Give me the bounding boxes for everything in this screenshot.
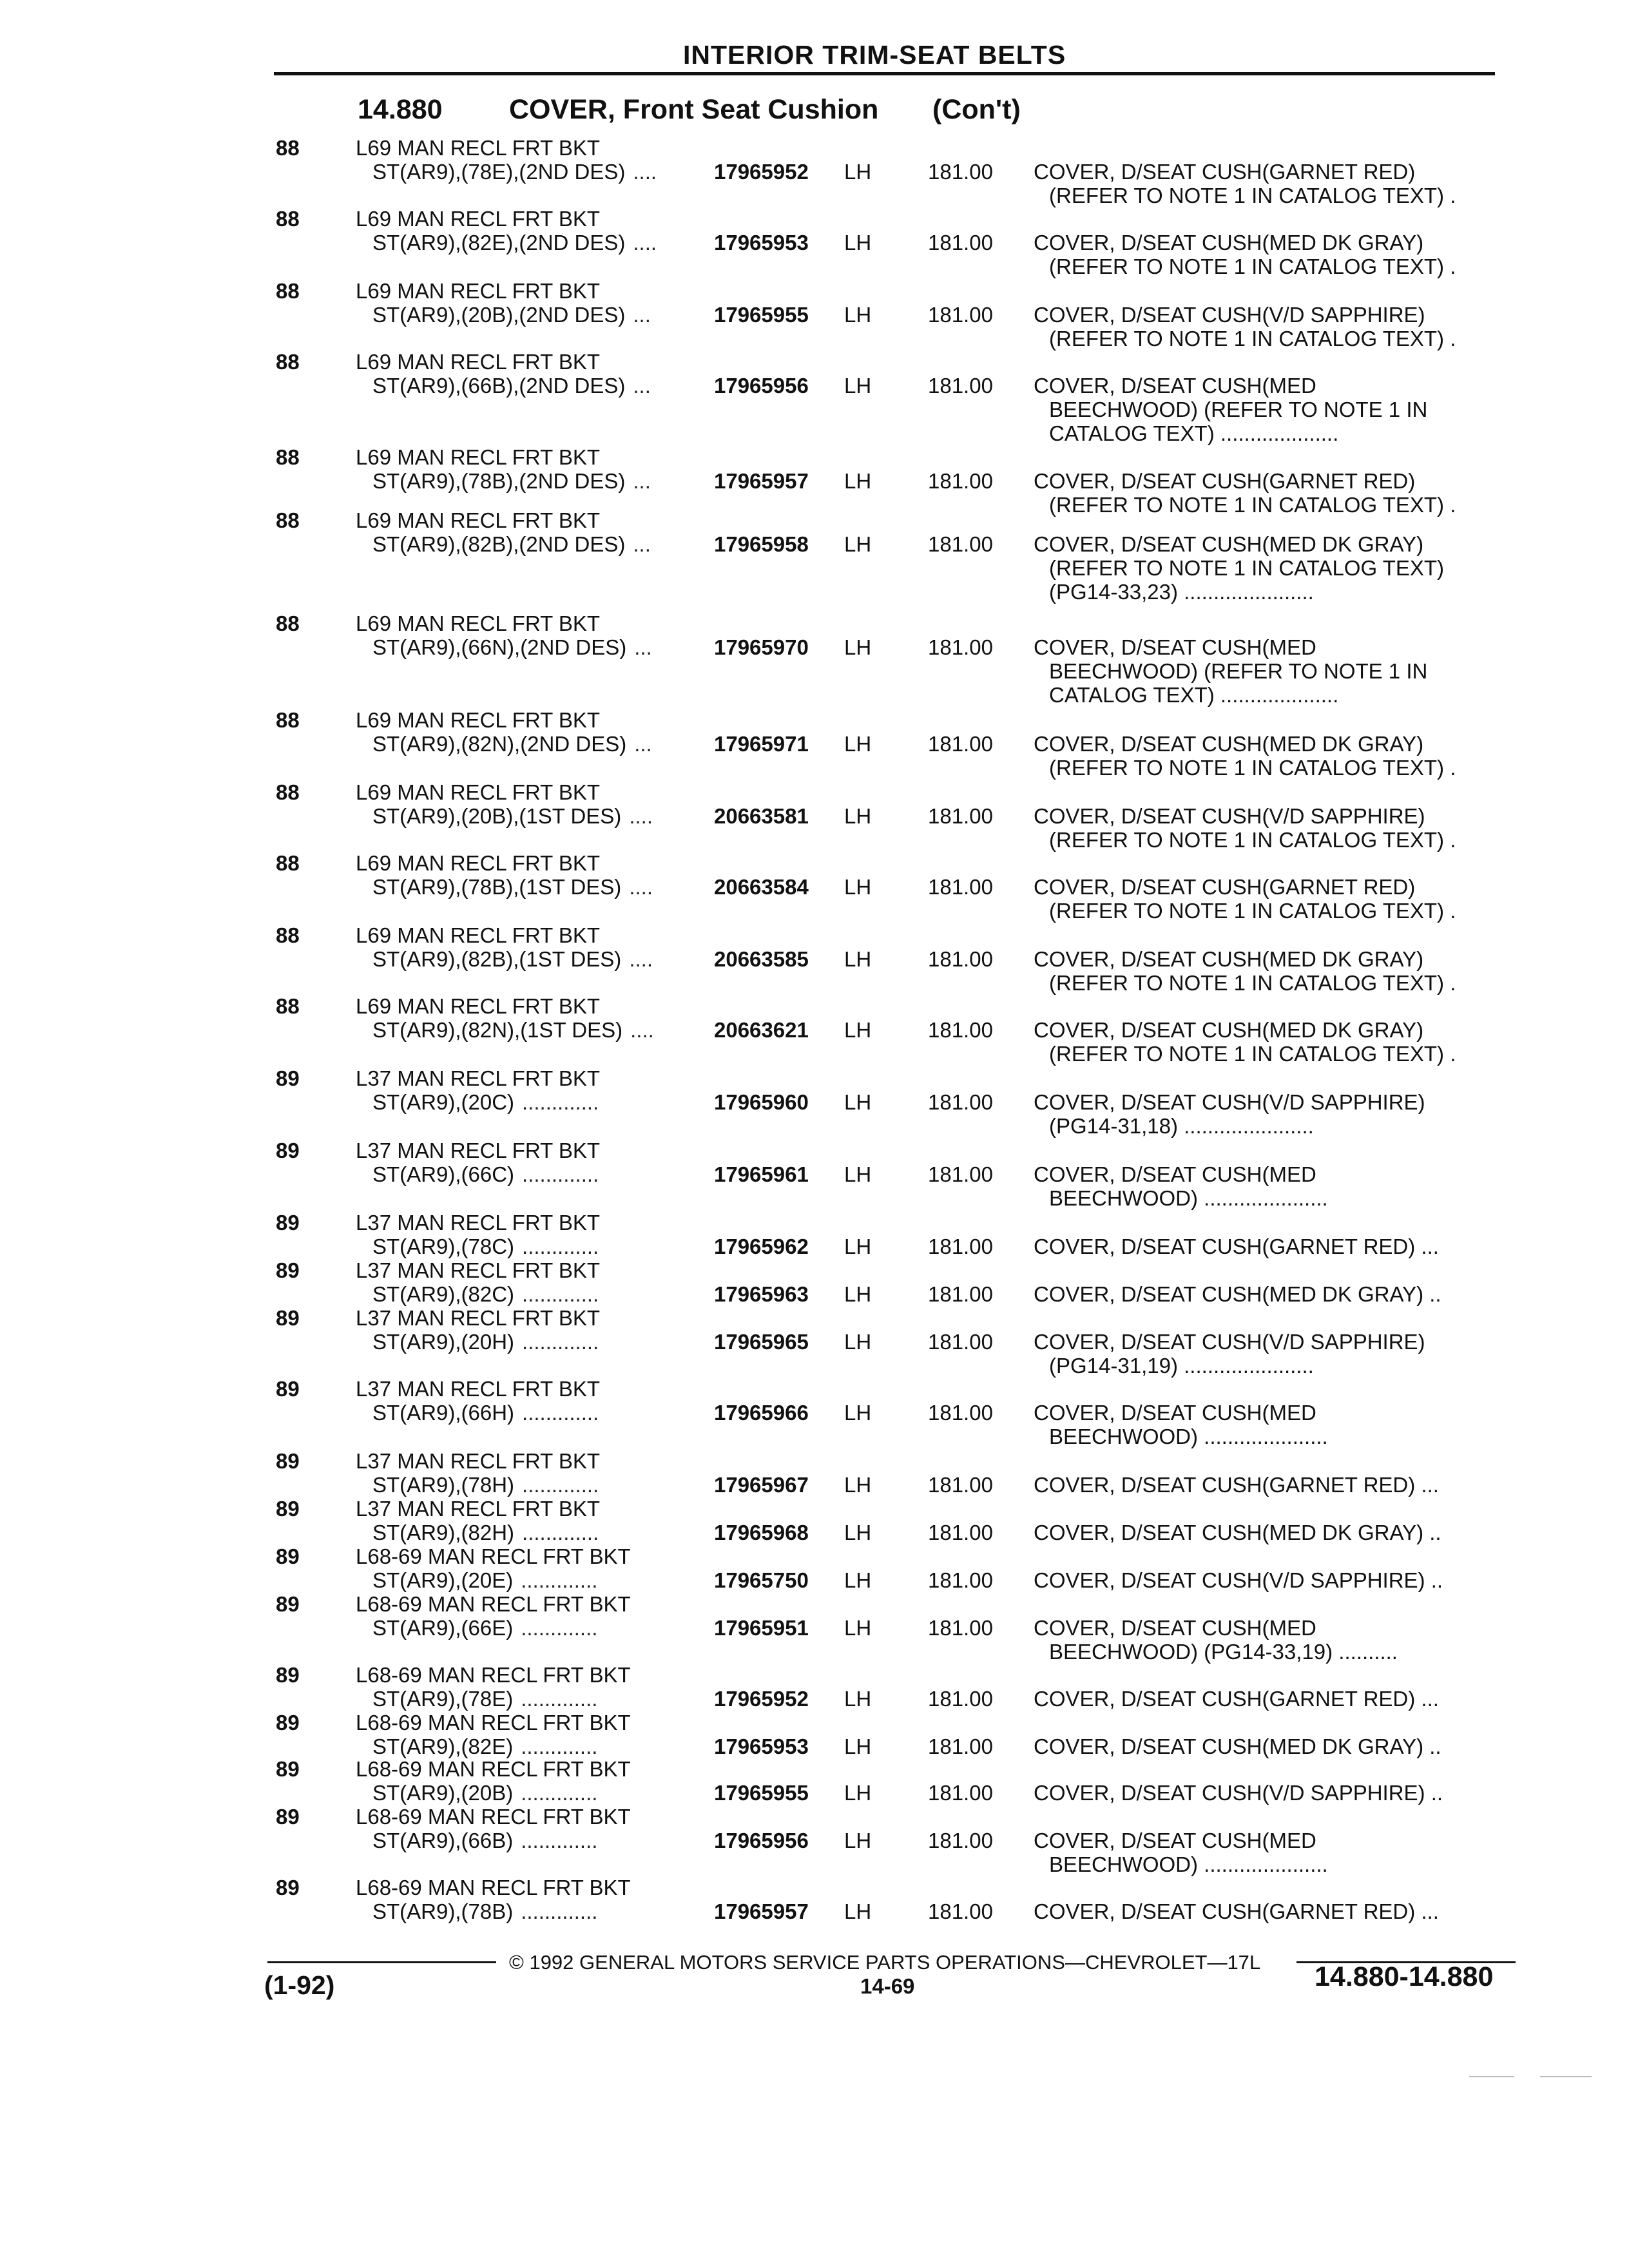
application-line-1: L69 MAN RECL FRT BKT: [356, 279, 601, 303]
application-code: ST(AR9),(66E): [372, 1616, 514, 1640]
application-line-1: L37 MAN RECL FRT BKT: [356, 1211, 601, 1235]
parts-entry: [0, 136, 1629, 207]
part-number: 17965953: [714, 231, 809, 255]
application-code: ST(AR9),(78C): [372, 1235, 515, 1258]
leader-dots: ....: [633, 160, 657, 184]
leader-dots: ....: [629, 875, 653, 899]
description-line-1: COVER, D/SEAT CUSH(V/D SAPPHIRE) ..: [1034, 1568, 1443, 1592]
application-line-1: L69 MAN RECL FRT BKT: [356, 708, 601, 732]
side: LH: [844, 1521, 872, 1544]
part-number: 17965968: [714, 1521, 809, 1544]
leader-dots: ...: [634, 732, 652, 756]
model-year: 89: [276, 1544, 300, 1568]
side: LH: [844, 1401, 872, 1425]
parts-entry: [0, 1066, 1629, 1138]
side: LH: [844, 469, 872, 493]
leader-dots: .............: [521, 1568, 598, 1592]
model-year: 88: [276, 136, 300, 160]
quantity: 181.00: [928, 231, 993, 255]
description-line-1: COVER, D/SEAT CUSH(V/D SAPPHIRE): [1034, 1090, 1425, 1114]
leader-dots: .............: [522, 1090, 599, 1114]
quantity: 181.00: [928, 303, 993, 327]
application-line-1: L37 MAN RECL FRT BKT: [356, 1497, 601, 1521]
application-line-2: [372, 1617, 597, 1640]
application-code: ST(AR9),(78E): [372, 1687, 514, 1711]
quantity: 181.00: [928, 1401, 993, 1425]
parts-entry: [0, 780, 1629, 852]
application-line-1: L69 MAN RECL FRT BKT: [356, 136, 601, 160]
leader-dots: ....: [629, 804, 653, 828]
quantity: 181.00: [928, 160, 993, 184]
side: LH: [844, 947, 872, 971]
description-line-1: COVER, D/SEAT CUSH(V/D SAPPHIRE): [1034, 1330, 1425, 1354]
model-year: 88: [276, 923, 300, 947]
quantity: 181.00: [928, 1018, 993, 1042]
application-line-2: [372, 303, 651, 327]
parts-entry: [0, 994, 1629, 1066]
parts-entry: [0, 1377, 1629, 1448]
application-code: ST(AR9),(78H): [372, 1473, 515, 1497]
part-number: 17965956: [714, 1829, 809, 1852]
application-code: ST(AR9),(66B): [372, 1829, 514, 1852]
side: LH: [844, 1687, 872, 1711]
application-line-1: L68-69 MAN RECL FRT BKT: [356, 1876, 631, 1899]
part-number: 17965953: [714, 1735, 809, 1758]
part-number: 20663621: [714, 1018, 809, 1042]
description-line-1: COVER, D/SEAT CUSH(MED DK GRAY): [1034, 532, 1424, 556]
parts-entry: [0, 1805, 1629, 1876]
leader-dots: .............: [521, 1735, 598, 1758]
application-line-2: [372, 1735, 597, 1758]
model-year: 89: [276, 1211, 300, 1235]
model-year: 88: [276, 350, 300, 374]
part-number: 17965958: [714, 532, 809, 556]
application-code: ST(AR9),(66H): [372, 1401, 515, 1425]
side: LH: [844, 1090, 872, 1114]
application-code: ST(AR9),(20B),(2ND DES): [372, 303, 626, 327]
description-line-1: COVER, D/SEAT CUSH(MED: [1034, 1616, 1316, 1640]
leader-dots: .............: [522, 1473, 599, 1497]
leader-dots: ...: [633, 374, 651, 398]
side: LH: [844, 231, 872, 255]
side: LH: [844, 1282, 872, 1306]
application-line-2: [372, 470, 651, 493]
quantity: 181.00: [928, 804, 993, 828]
quantity: 181.00: [928, 1899, 993, 1923]
model-year: 88: [276, 708, 300, 732]
application-line-2: [372, 1235, 599, 1258]
part-number: 17965957: [714, 469, 809, 493]
description-line-1: COVER, D/SEAT CUSH(MED DK GRAY) ..: [1034, 1521, 1441, 1544]
model-year: 89: [276, 1449, 300, 1473]
parts-entry: [0, 923, 1629, 995]
quantity: 181.00: [928, 947, 993, 971]
parts-entry: [0, 350, 1629, 445]
leader-dots: ...: [633, 469, 651, 493]
part-number: 17965971: [714, 732, 809, 756]
description-line-3: CATALOG TEXT) ....................: [1049, 683, 1339, 707]
parts-entry: [0, 1592, 1629, 1664]
description-line-2: BEECHWOOD) (PG14-33,19) ..........: [1049, 1640, 1398, 1664]
leader-dots: .............: [521, 1899, 598, 1923]
part-number: 17965956: [714, 374, 809, 398]
application-line-1: L69 MAN RECL FRT BKT: [356, 611, 601, 635]
model-year: 89: [276, 1306, 300, 1330]
part-number: 17965955: [714, 303, 809, 327]
application-line-2: [372, 1474, 599, 1497]
description-line-2: (REFER TO NOTE 1 IN CATALOG TEXT) .: [1049, 184, 1456, 207]
application-line-1: L68-69 MAN RECL FRT BKT: [356, 1592, 631, 1616]
application-code: ST(AR9),(82H): [372, 1521, 515, 1544]
application-code: ST(AR9),(78B),(2ND DES): [372, 469, 626, 493]
application-line-2: [372, 160, 657, 184]
leader-dots: ...: [634, 635, 652, 659]
application-line-2: [372, 733, 652, 756]
side: LH: [844, 875, 872, 899]
side: LH: [844, 1235, 872, 1258]
model-year: 88: [276, 994, 300, 1018]
description-line-1: COVER, D/SEAT CUSH(MED: [1034, 374, 1316, 398]
model-year: 88: [276, 780, 300, 804]
quantity: 181.00: [928, 1829, 993, 1852]
part-number: 20663585: [714, 947, 809, 971]
application-code: ST(AR9),(82C): [372, 1282, 515, 1306]
description-line-3: CATALOG TEXT) ....................: [1049, 421, 1339, 445]
parts-entry: [0, 611, 1629, 707]
application-code: ST(AR9),(82E): [372, 1735, 514, 1758]
description-line-1: COVER, D/SEAT CUSH(GARNET RED): [1034, 160, 1416, 184]
model-year: 88: [276, 279, 300, 303]
application-line-2: [372, 1401, 599, 1425]
leader-dots: .............: [521, 1616, 598, 1640]
part-number: 17965957: [714, 1899, 809, 1923]
quantity: 181.00: [928, 532, 993, 556]
application-code: ST(AR9),(82N),(2ND DES): [372, 732, 627, 756]
leader-dots: .............: [521, 1829, 598, 1852]
description-line-2: (REFER TO NOTE 1 IN CATALOG TEXT) .: [1049, 493, 1456, 517]
application-line-1: L37 MAN RECL FRT BKT: [356, 1306, 601, 1330]
section-name: COVER, Front Seat Cushion: [509, 94, 879, 125]
side: LH: [844, 1735, 872, 1758]
part-number: 17965955: [714, 1781, 809, 1805]
description-line-2: (REFER TO NOTE 1 IN CATALOG TEXT) .: [1049, 756, 1456, 780]
application-code: ST(AR9),(20E): [372, 1568, 514, 1592]
description-line-1: COVER, D/SEAT CUSH(GARNET RED): [1034, 469, 1416, 493]
parts-entry: [0, 445, 1629, 517]
application-code: ST(AR9),(20H): [372, 1330, 515, 1354]
parts-entry: [0, 279, 1629, 351]
application-line-1: L37 MAN RECL FRT BKT: [356, 1377, 601, 1401]
application-line-1: L68-69 MAN RECL FRT BKT: [356, 1711, 631, 1735]
application-code: ST(AR9),(82E),(2ND DES): [372, 231, 626, 255]
application-line-2: [372, 1019, 654, 1042]
part-number: 17965952: [714, 1687, 809, 1711]
application-code: ST(AR9),(66N),(2ND DES): [372, 635, 627, 659]
application-code: ST(AR9),(78E),(2ND DES): [372, 160, 626, 184]
leader-dots: .............: [522, 1401, 599, 1425]
quantity: 181.00: [928, 1781, 993, 1805]
leader-dots: .............: [522, 1521, 599, 1544]
side: LH: [844, 1781, 872, 1805]
description-line-1: COVER, D/SEAT CUSH(V/D SAPPHIRE) ..: [1034, 1781, 1443, 1805]
side: LH: [844, 532, 872, 556]
side: LH: [844, 1162, 872, 1186]
part-number: 17965960: [714, 1090, 809, 1114]
description-line-1: COVER, D/SEAT CUSH(V/D SAPPHIRE): [1034, 804, 1425, 828]
description-line-1: COVER, D/SEAT CUSH(V/D SAPPHIRE): [1034, 303, 1425, 327]
application-code: ST(AR9),(66B),(2ND DES): [372, 374, 626, 398]
application-line-1: L69 MAN RECL FRT BKT: [356, 445, 601, 469]
quantity: 181.00: [928, 1162, 993, 1186]
side: LH: [844, 1018, 872, 1042]
application-line-2: [372, 1091, 599, 1114]
model-year: 89: [276, 1497, 300, 1521]
description-line-2: (REFER TO NOTE 1 IN CATALOG TEXT) .: [1049, 971, 1456, 995]
part-number: 17965962: [714, 1235, 809, 1258]
footer-section-range: 14.880-14.880: [1315, 1961, 1494, 1992]
application-line-2: [372, 1900, 597, 1923]
leader-dots: .............: [522, 1330, 599, 1354]
description-line-2: (PG14-31,18) ......................: [1049, 1114, 1314, 1138]
application-line-2: [372, 948, 653, 971]
description-line-2: BEECHWOOD) .....................: [1049, 1852, 1328, 1876]
quantity: 181.00: [928, 1687, 993, 1711]
description-line-1: COVER, D/SEAT CUSH(MED DK GRAY): [1034, 231, 1424, 255]
application-code: ST(AR9),(78B): [372, 1899, 514, 1923]
description-line-1: COVER, D/SEAT CUSH(GARNET RED) ...: [1034, 1235, 1439, 1258]
parts-entry: [0, 708, 1629, 780]
application-line-2: [372, 1829, 597, 1852]
scan-speck: [1540, 2076, 1592, 2077]
footer-copyright: © 1992 GENERAL MOTORS SERVICE PARTS OPERATIONS—CHEVROLET—17L: [509, 1951, 1261, 1974]
description-line-1: COVER, D/SEAT CUSH(GARNET RED): [1034, 875, 1416, 899]
leader-dots: .............: [522, 1282, 599, 1306]
model-year: 89: [276, 1592, 300, 1616]
side: LH: [844, 804, 872, 828]
description-line-1: COVER, D/SEAT CUSH(MED: [1034, 635, 1316, 659]
application-line-2: [372, 1569, 597, 1592]
description-line-1: COVER, D/SEAT CUSH(MED DK GRAY): [1034, 947, 1424, 971]
part-number: 20663584: [714, 875, 809, 899]
application-line-2: [372, 1782, 597, 1805]
quantity: 181.00: [928, 1616, 993, 1640]
part-number: 17965970: [714, 635, 809, 659]
description-line-2: (REFER TO NOTE 1 IN CATALOG TEXT) .: [1049, 899, 1456, 923]
description-line-1: COVER, D/SEAT CUSH(MED: [1034, 1829, 1316, 1852]
application-line-1: L37 MAN RECL FRT BKT: [356, 1139, 601, 1162]
application-line-2: [372, 374, 651, 398]
quantity: 181.00: [928, 1235, 993, 1258]
application-line-2: [372, 805, 653, 828]
part-number: 20663581: [714, 804, 809, 828]
application-line-1: L68-69 MAN RECL FRT BKT: [356, 1757, 631, 1781]
side: LH: [844, 732, 872, 756]
application-line-1: L37 MAN RECL FRT BKT: [356, 1066, 601, 1090]
scan-speck: [1469, 2076, 1514, 2077]
application-line-1: L69 MAN RECL FRT BKT: [356, 923, 601, 947]
quantity: 181.00: [928, 635, 993, 659]
section-continued: (Con't): [932, 94, 1021, 125]
quantity: 181.00: [928, 1282, 993, 1306]
side: LH: [844, 1568, 872, 1592]
leader-dots: ....: [633, 231, 657, 255]
header-rule: [274, 72, 1495, 75]
model-year: 89: [276, 1805, 300, 1829]
application-line-2: [372, 1521, 599, 1544]
model-year: 88: [276, 445, 300, 469]
part-number: 17965963: [714, 1282, 809, 1306]
description-line-1: COVER, D/SEAT CUSH(MED DK GRAY): [1034, 732, 1424, 756]
model-year: 88: [276, 611, 300, 635]
quantity: 181.00: [928, 374, 993, 398]
leader-dots: .............: [521, 1687, 598, 1711]
model-year: 89: [276, 1876, 300, 1899]
description-line-1: COVER, D/SEAT CUSH(MED DK GRAY) ..: [1034, 1735, 1441, 1758]
application-code: ST(AR9),(82N),(1ST DES): [372, 1018, 623, 1042]
application-line-1: L68-69 MAN RECL FRT BKT: [356, 1663, 631, 1687]
quantity: 181.00: [928, 1521, 993, 1544]
quantity: 181.00: [928, 469, 993, 493]
description-line-2: (REFER TO NOTE 1 IN CATALOG TEXT) .: [1049, 327, 1456, 351]
parts-entry: [0, 1306, 1629, 1378]
application-line-2: [372, 1283, 599, 1306]
description-line-2: (REFER TO NOTE 1 IN CATALOG TEXT) .: [1049, 828, 1456, 852]
application-line-2: [372, 1163, 599, 1186]
side: LH: [844, 1473, 872, 1497]
quantity: 181.00: [928, 875, 993, 899]
application-code: ST(AR9),(20B),(1ST DES): [372, 804, 622, 828]
application-line-2: [372, 533, 651, 556]
parts-entry: [0, 851, 1629, 923]
description-line-3: (PG14-33,23) ......................: [1049, 580, 1314, 604]
description-line-2: BEECHWOOD) .....................: [1049, 1425, 1328, 1448]
part-number: 17965750: [714, 1568, 809, 1592]
application-line-1: L68-69 MAN RECL FRT BKT: [356, 1805, 631, 1829]
leader-dots: ....: [630, 1018, 654, 1042]
parts-entry: [0, 1139, 1629, 1210]
description-line-2: (PG14-31,19) ......................: [1049, 1354, 1314, 1378]
part-number: 17965965: [714, 1330, 809, 1354]
side: LH: [844, 1330, 872, 1354]
page-title: INTERIOR TRIM-SEAT BELTS: [683, 40, 1066, 70]
description-line-2: (REFER TO NOTE 1 IN CATALOG TEXT) .: [1049, 255, 1456, 278]
part-number: 17965966: [714, 1401, 809, 1425]
model-year: 88: [276, 207, 300, 231]
side: LH: [844, 1829, 872, 1852]
description-line-2: (REFER TO NOTE 1 IN CATALOG TEXT): [1049, 556, 1445, 580]
quantity: 181.00: [928, 1090, 993, 1114]
application-line-1: L69 MAN RECL FRT BKT: [356, 207, 601, 231]
application-line-1: L37 MAN RECL FRT BKT: [356, 1449, 601, 1473]
application-line-1: L69 MAN RECL FRT BKT: [356, 851, 601, 875]
application-line-1: L69 MAN RECL FRT BKT: [356, 350, 601, 374]
side: LH: [844, 1899, 872, 1923]
leader-dots: ....: [629, 947, 653, 971]
page-number: 14-69: [860, 1974, 915, 1998]
side: LH: [844, 1616, 872, 1640]
quantity: 181.00: [928, 1473, 993, 1497]
application-line-1: L69 MAN RECL FRT BKT: [356, 994, 601, 1018]
application-line-2: [372, 231, 657, 255]
application-code: ST(AR9),(20B): [372, 1781, 514, 1805]
leader-dots: .............: [521, 1781, 598, 1805]
description-line-1: COVER, D/SEAT CUSH(MED DK GRAY) ..: [1034, 1282, 1441, 1306]
footer-date: (1-92): [264, 1970, 335, 2000]
application-code: ST(AR9),(82B),(2ND DES): [372, 532, 626, 556]
leader-dots: .............: [522, 1162, 599, 1186]
side: LH: [844, 160, 872, 184]
application-line-1: L37 MAN RECL FRT BKT: [356, 1258, 601, 1282]
application-code: ST(AR9),(66C): [372, 1162, 515, 1186]
description-line-1: COVER, D/SEAT CUSH(GARNET RED) ...: [1034, 1473, 1439, 1497]
application-line-1: L69 MAN RECL FRT BKT: [356, 508, 601, 532]
part-number: 17965967: [714, 1473, 809, 1497]
application-code: ST(AR9),(82B),(1ST DES): [372, 947, 622, 971]
application-line-2: [372, 876, 653, 899]
parts-entry: [0, 508, 1629, 604]
description-line-2: BEECHWOOD) (REFER TO NOTE 1 IN: [1049, 659, 1428, 683]
quantity: 181.00: [928, 1735, 993, 1758]
quantity: 181.00: [928, 1568, 993, 1592]
model-year: 89: [276, 1663, 300, 1687]
section-number: 14.880: [358, 94, 443, 125]
model-year: 89: [276, 1757, 300, 1781]
part-number: 17965951: [714, 1616, 809, 1640]
application-code: ST(AR9),(78B),(1ST DES): [372, 875, 622, 899]
application-line-1: L68-69 MAN RECL FRT BKT: [356, 1544, 631, 1568]
application-line-1: L69 MAN RECL FRT BKT: [356, 780, 601, 804]
description-line-1: COVER, D/SEAT CUSH(MED DK GRAY): [1034, 1018, 1424, 1042]
leader-dots: ...: [633, 303, 651, 327]
leader-dots: .............: [522, 1235, 599, 1258]
description-line-1: COVER, D/SEAT CUSH(GARNET RED) ...: [1034, 1687, 1439, 1711]
model-year: 88: [276, 851, 300, 875]
description-line-2: BEECHWOOD) .....................: [1049, 1186, 1328, 1210]
model-year: 89: [276, 1711, 300, 1735]
application-code: ST(AR9),(20C): [372, 1090, 515, 1114]
side: LH: [844, 303, 872, 327]
model-year: 89: [276, 1066, 300, 1090]
parts-entry: [0, 207, 1629, 278]
model-year: 88: [276, 508, 300, 532]
description-line-2: BEECHWOOD) (REFER TO NOTE 1 IN: [1049, 398, 1428, 421]
application-line-2: [372, 1687, 597, 1711]
quantity: 181.00: [928, 732, 993, 756]
side: LH: [844, 635, 872, 659]
quantity: 181.00: [928, 1330, 993, 1354]
application-line-2: [372, 636, 652, 659]
side: LH: [844, 374, 872, 398]
model-year: 89: [276, 1258, 300, 1282]
description-line-1: COVER, D/SEAT CUSH(GARNET RED) ...: [1034, 1899, 1439, 1923]
part-number: 17965952: [714, 160, 809, 184]
parts-entry: [0, 1876, 1629, 1941]
footer-rule-left: [267, 1961, 496, 1963]
description-line-1: COVER, D/SEAT CUSH(MED: [1034, 1401, 1316, 1425]
leader-dots: ...: [633, 532, 651, 556]
model-year: 89: [276, 1139, 300, 1162]
description-line-2: (REFER TO NOTE 1 IN CATALOG TEXT) .: [1049, 1042, 1456, 1066]
application-line-2: [372, 1331, 599, 1354]
description-line-1: COVER, D/SEAT CUSH(MED: [1034, 1162, 1316, 1186]
part-number: 17965961: [714, 1162, 809, 1186]
model-year: 89: [276, 1377, 300, 1401]
